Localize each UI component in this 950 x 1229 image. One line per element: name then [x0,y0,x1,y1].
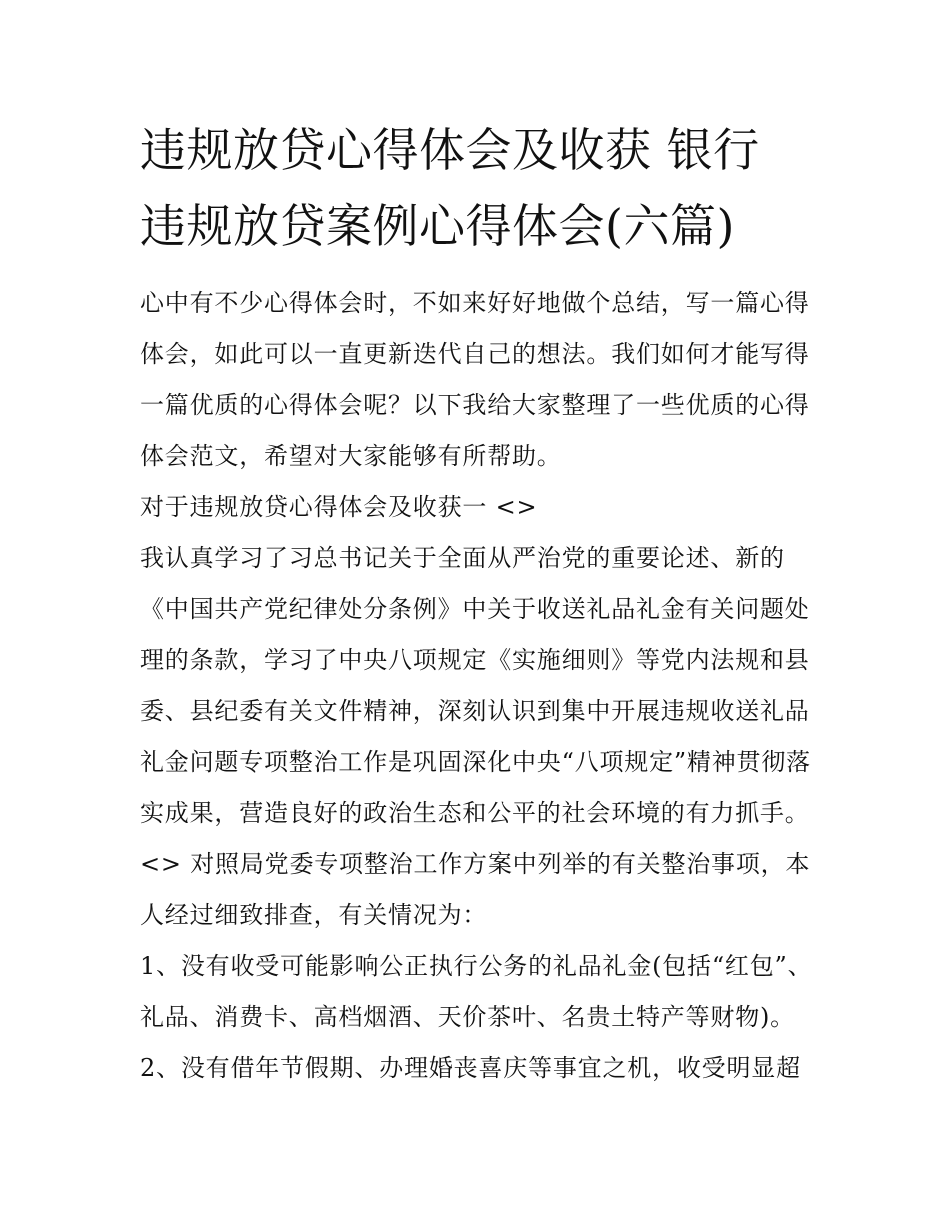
body-line: 体会范文，希望对大家能够有所帮助。 [140,442,562,470]
body-line: 委、县纪委有关文件精神，深刻认识到集中开展违规收送礼品 [140,697,810,725]
section-heading: 对于违规放贷心得体会及收获一 <> [140,493,538,521]
body-line: 心中有不少心得体会时，不如来好好地做个总结，写一篇心得 [140,289,810,317]
body-line: 理的条款，学习了中央八项规定《实施细则》等党内法规和县 [140,646,810,674]
document-title [140,112,830,264]
list-item: 1、没有收受可能影响公正执行公务的礼品礼金(包括“红包”、 [140,952,813,980]
title-line-2: 违规放贷案例心得体会(六篇) [140,199,735,253]
body-line: 礼金问题专项整治工作是巩固深化中央“八项规定”精神贯彻落 [140,748,811,776]
body-line: 人经过细致排查，有关情况为： [140,901,488,929]
body-line: 《中国共产党纪律处分条例》中关于收送礼品礼金有关问题处 [140,595,810,623]
list-item: 2、没有借年节假期、办理婚丧喜庆等事宜之机，收受明显超 [140,1054,801,1082]
body-line: 体会，如此可以一直更新迭代自己的想法。我们如何才能写得 [140,340,810,368]
document-body [140,278,830,1094]
body-line: <> 对照局党委专项整治工作方案中列举的有关整治事项，本 [140,850,811,878]
body-line: 实成果，营造良好的政治生态和公平的社会环境的有力抓手。 [140,799,810,827]
body-line: 我认真学习了习总书记关于全面从严治党的重要论述、新的 [140,544,785,572]
body-line: 一篇优质的心得体会呢？以下我给大家整理了一些优质的心得 [140,391,810,419]
list-item-continuation: 礼品、消费卡、高档烟酒、天价茶叶、名贵土特产等财物)。 [140,1003,795,1031]
title-line-1: 违规放贷心得体会及收获 银行 [140,123,760,177]
